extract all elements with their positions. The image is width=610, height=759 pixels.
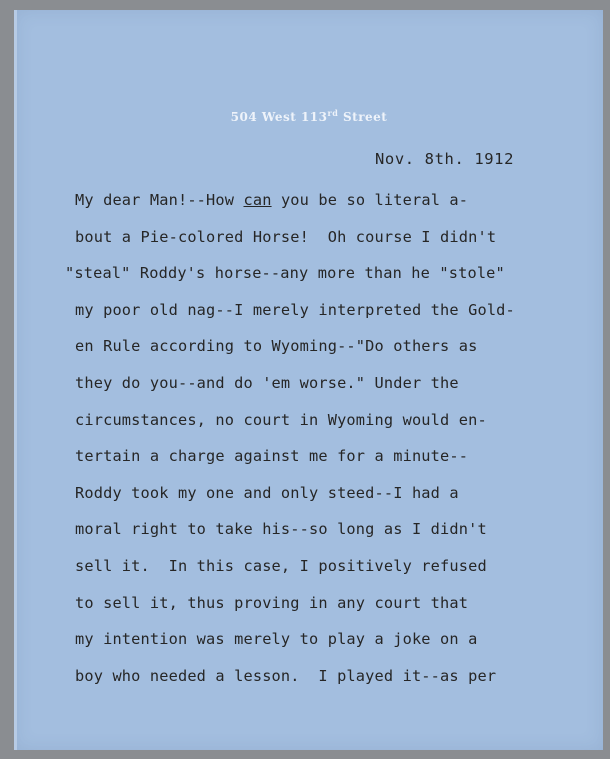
letter-date: Nov. 8th. 1912 <box>375 150 515 168</box>
body-line-text: tertain a charge against me for a minute-- <box>75 447 469 466</box>
letter-page <box>14 10 603 750</box>
body-line <box>75 292 595 329</box>
body-line-text: my intention was merely to play a joke on a <box>75 630 478 649</box>
body-line <box>65 255 595 292</box>
body-line <box>75 328 595 365</box>
body-line-text: circumstances, no court in Wyoming would en- <box>75 410 487 429</box>
page-fold-edge <box>14 10 17 750</box>
body-line-text: you be so literal a- <box>271 191 469 209</box>
letterhead-street-word: Street <box>338 110 388 124</box>
body-line <box>75 182 595 219</box>
body-line <box>75 511 595 548</box>
body-line <box>75 475 595 512</box>
body-line-text: my poor old nag--I merely interpreted the Gold- <box>75 300 515 319</box>
body-line-text: they do you--and do 'em worse." Under the <box>75 373 459 392</box>
body-line <box>75 621 595 658</box>
body-line-text: My dear Man!--How <box>75 191 244 209</box>
body-line <box>75 548 595 585</box>
body-line-text: to sell it, thus proving in any court that <box>75 593 469 612</box>
body-line <box>75 438 595 475</box>
body-line-text: Roddy took my one and only steed--I had a <box>75 483 459 502</box>
letterhead-ordinal: rd <box>327 108 339 118</box>
body-line-text: en Rule according to Wyoming--"Do others as <box>75 337 478 356</box>
body-line <box>75 365 595 402</box>
body-line-text: bout a Pie-colored Horse! Oh course I didn't <box>75 227 497 246</box>
underlined-word: can <box>243 191 272 209</box>
body-line <box>75 402 595 439</box>
body-line-text: moral right to take his--so long as I didn't <box>75 520 487 539</box>
letterhead-number-street: 504 West 113 <box>230 110 328 124</box>
letter-body <box>65 182 595 694</box>
letterhead-address <box>15 108 603 124</box>
body-line-text: sell it. In this case, I positively refused <box>75 556 487 575</box>
body-line-text: "steal" Roddy's horse--any more than he "stole" <box>65 264 505 283</box>
body-line <box>75 658 595 695</box>
body-line-text: boy who needed a lesson. I played it--as per <box>75 666 497 685</box>
body-line <box>75 219 595 256</box>
body-line <box>75 585 595 622</box>
